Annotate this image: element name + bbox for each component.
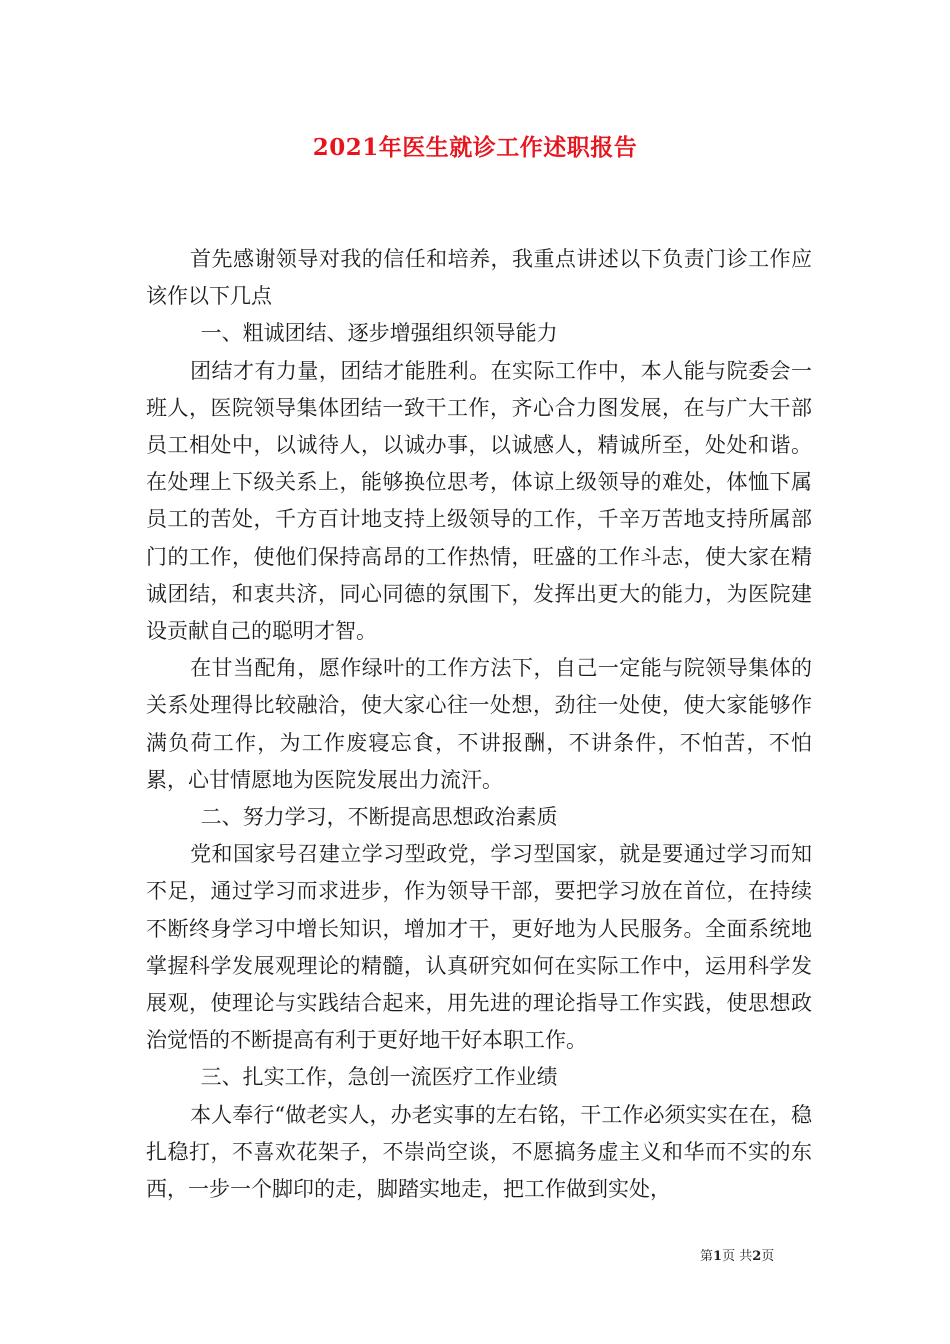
- paragraph-work: 本人奉行“做老实人，办老实事的左右铭，干工作必须实实在在，稳扎稳打，不喜欢花架子，不崇尚空谈，不愿搞务虚主义和华而不实的东西，一步一个脚印的走，脚踏实地走，把工作做到实处，: [146, 1102, 812, 1202]
- paragraph-supporting-role: 在甘当配角，愿作绿叶的工作方法下，自己一定能与院领导集体的关系处理得比较融洽，使大家心往一处想，劲往一处使，使大家能够作满负荷工作，为工作废寝忘食，不讲报酬，不讲条件，不怕苦，不怕累，心甘情愿地为医院发展出力流汗。: [146, 656, 812, 792]
- footer-page-number: 1: [713, 1249, 723, 1264]
- footer-total-pages: 2: [752, 1249, 762, 1264]
- page-footer: [700, 1248, 840, 1266]
- section-heading-2: 二、努力学习，不断提高思想政治素质: [200, 805, 558, 830]
- footer-prefix: 第: [700, 1249, 714, 1264]
- footer-suffix: 页: [761, 1249, 775, 1264]
- paragraph-intro: 首先感谢领导对我的信任和培养，我重点讲述以下负责门诊工作应该作以下几点: [146, 247, 812, 309]
- document-body: [146, 241, 812, 1208]
- document-title: 2021年医生就诊工作述职报告: [312, 134, 638, 161]
- paragraph-study: 党和国家号召建立学习型政党，学习型国家，就是要通过学习而知不足，通过学习而求进步，作为领导干部，要把学习放在首位，在持续不断终身学习中增长知识，增加才干，更好地为人民服务。全面系统地掌握科学发展观理论的精髓，认真研究如何在实际工作中，运用科学发展观，使理论与实践结合起来，用先进的理论指导工作实践，使思想政治觉悟的不断提高有利于更好地干好本职工作。: [146, 842, 812, 1053]
- section-heading-1: 一、粗诚团结、逐步增强组织领导能力: [200, 321, 558, 346]
- section-heading-3: 三、扎实工作，急创一流医疗工作业绩: [200, 1065, 558, 1090]
- paragraph-unity: 团结才有力量，团结才能胜利。在实际工作中，本人能与院委会一班人，医院领导集体团结一致干工作，齐心合力图发展，在与广大干部员工相处中，以诚待人，以诚办事，以诚感人，精诚所至，处处和谐。在处理上下级关系上，能够换位思考，体谅上级领导的难处，体恤下属员工的苦处，千方百计地支持上级领导的工作，千辛万苦地支持所属部门的工作，使他们保持高昂的工作热情，旺盛的工作斗志，使大家在精诚团结，和衷共济，同心同德的氛围下，发挥出更大的能力，为医院建设贡献自己的聪明才智。: [146, 358, 812, 644]
- footer-middle: 页 共: [722, 1249, 753, 1264]
